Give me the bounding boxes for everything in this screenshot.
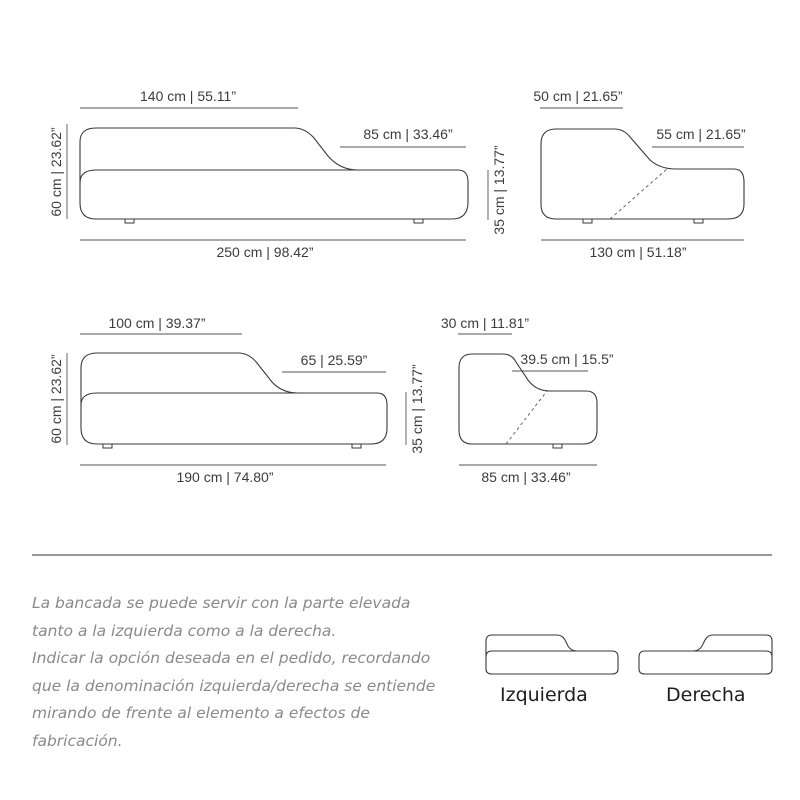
left-option-illustration bbox=[486, 635, 618, 674]
note-line: Indicar la opción deseada en el pedido, recordando bbox=[32, 649, 431, 667]
small-side-outline bbox=[459, 354, 597, 444]
cushion-dashed-line bbox=[610, 169, 667, 219]
foot bbox=[125, 219, 134, 223]
small-chaise-seat-width-label: 65 | 25.59” bbox=[300, 352, 368, 368]
small-side-seat-depth-label: 39.5 cm | 15.5” bbox=[520, 351, 614, 367]
large-side-outline bbox=[541, 129, 744, 219]
foot bbox=[103, 444, 112, 448]
right-option-label: Derecha bbox=[666, 684, 746, 706]
large-side-seat-height-label: 35 cm | 13.77” bbox=[491, 145, 507, 235]
large-side-back-depth-label: 50 cm | 21.65” bbox=[533, 88, 623, 104]
foot bbox=[414, 219, 423, 223]
small-chaise-total-width-label: 190 cm | 74.80” bbox=[176, 469, 274, 485]
small-side-view bbox=[406, 315, 614, 485]
large-chaise-total-width-label: 250 cm | 98.42” bbox=[216, 244, 314, 260]
cushion-dashed-line bbox=[506, 391, 547, 444]
note-line: La bancada se puede servir con la parte elevada bbox=[32, 594, 411, 612]
small-chaise-height-label: 60 cm | 23.62” bbox=[48, 354, 64, 444]
small-side-seat-height-label: 35 cm | 13.77” bbox=[409, 364, 425, 454]
note-line: fabricación. bbox=[32, 731, 123, 750]
large-chaise-top-width-label: 140 cm | 55.11” bbox=[140, 88, 236, 104]
small-chaise-front-view bbox=[48, 315, 387, 485]
large-chaise-front-view bbox=[48, 88, 468, 260]
small-side-total-depth-label: 85 cm | 33.46” bbox=[481, 469, 571, 485]
configuration-note bbox=[32, 590, 472, 755]
large-chaise-seat-outline bbox=[80, 170, 358, 183]
right-option-illustration bbox=[639, 635, 772, 674]
left-option-label: Izquierda bbox=[500, 684, 588, 706]
note-line: que la denominación izquierda/derecha se entiende bbox=[32, 676, 436, 695]
foot bbox=[694, 219, 703, 223]
foot bbox=[583, 219, 592, 223]
large-side-total-depth-label: 130 cm | 51.18” bbox=[589, 244, 687, 260]
note-line: tanto a la izquierda como a la derecha. bbox=[32, 621, 337, 640]
large-chaise-seat-width-label: 85 cm | 33.46” bbox=[363, 126, 453, 142]
large-side-seat-depth-label: 55 cm | 21.65” bbox=[656, 126, 746, 142]
foot bbox=[553, 444, 562, 448]
foot bbox=[352, 444, 361, 448]
small-side-back-depth-label: 30 cm | 11.81” bbox=[440, 315, 530, 331]
small-chaise-top-width-label: 100 cm | 39.37” bbox=[108, 315, 206, 331]
note-line: mirando de frente al elemento a efectos de bbox=[32, 704, 370, 722]
large-side-view bbox=[488, 88, 746, 260]
large-chaise-height-label: 60 cm | 23.62” bbox=[48, 127, 64, 217]
small-chaise-seat-outline bbox=[81, 393, 298, 405]
